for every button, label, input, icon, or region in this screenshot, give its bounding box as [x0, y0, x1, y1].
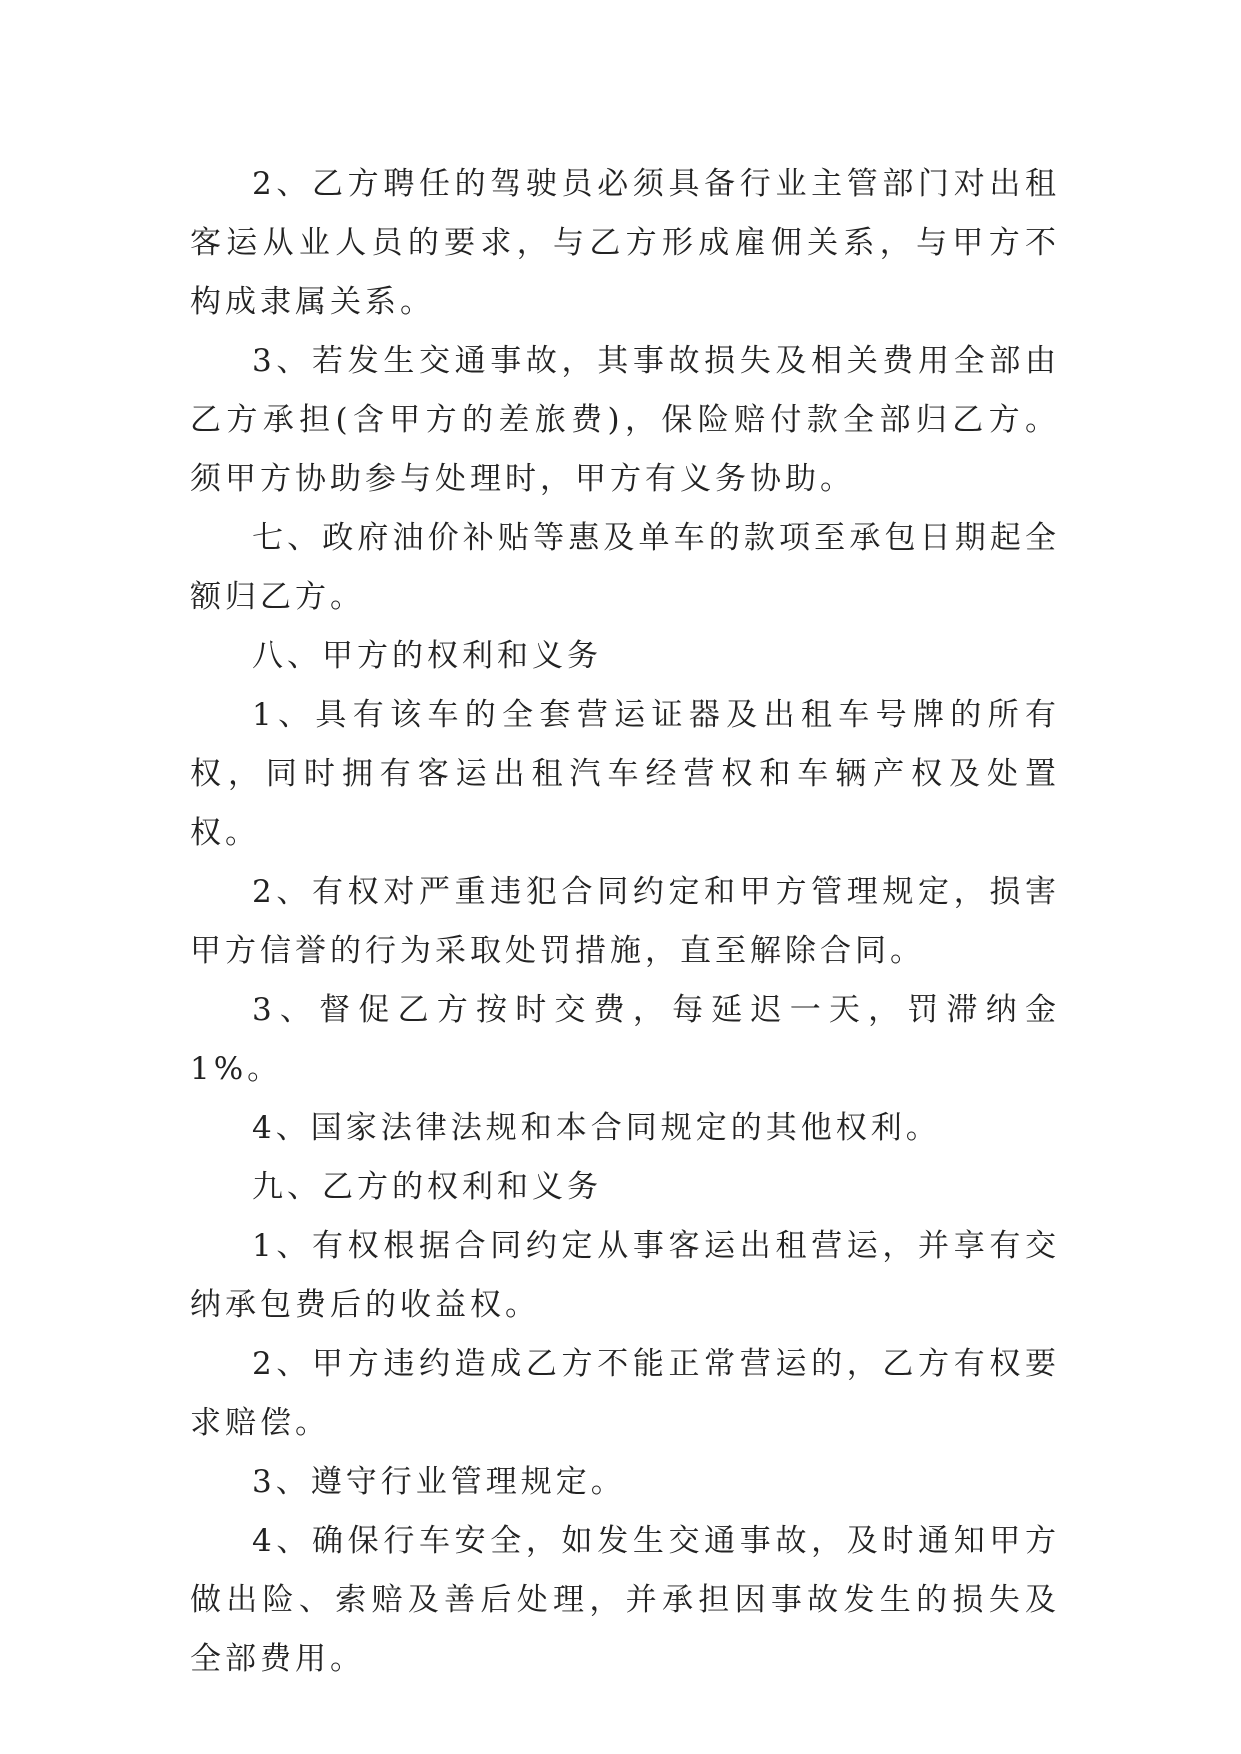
paragraph-traffic-accident: 3、若发生交通事故，其事故损失及相关费用全部由乙方承担(含甲方的差旅费)，保险赔付款全部归乙方。须甲方协助参与处理时，甲方有义务协助。 — [190, 343, 1060, 497]
paragraph-party-b-compensation: 2、甲方违约造成乙方不能正常营运的，乙方有权要求赔偿。 — [190, 1346, 1060, 1441]
paragraph-fuel-subsidy: 七、政府油价补贴等惠及单车的款项至承包日期起全额归乙方。 — [190, 520, 1060, 615]
section-heading-party-a: 八、甲方的权利和义务 — [252, 638, 602, 674]
paragraph-party-b-safety: 4、确保行车安全，如发生交通事故，及时通知甲方做出险、索赔及善后处理，并承担因事故发生的损失及全部费用。 — [190, 1523, 1060, 1677]
paragraph-party-a-penalty: 2、有权对严重违犯合同约定和甲方管理规定，损害甲方信誉的行为采取处罚措施，直至解除合同。 — [190, 874, 1060, 969]
paragraph-party-a-ownership: 1、具有该车的全套营运证器及出租车号牌的所有权，同时拥有客运出租汽车经营权和车辆产权及处置权。 — [190, 697, 1060, 851]
section-heading-party-b: 九、乙方的权利和义务 — [252, 1169, 602, 1205]
paragraph-party-a-late-fee: 3、督促乙方按时交费，每延迟一天，罚滞纳金1%。 — [190, 992, 1060, 1087]
document-body — [190, 155, 1060, 1689]
paragraph-party-b-operation: 1、有权根据合同约定从事客运出租营运，并享有交纳承包费后的收益权。 — [190, 1228, 1060, 1323]
paragraph-driver-requirements: 2、乙方聘任的驾驶员必须具备行业主管部门对出租客运从业人员的要求，与乙方形成雇佣关系，与甲方不构成隶属关系。 — [190, 166, 1060, 320]
paragraph-party-a-other-rights: 4、国家法律法规和本合同规定的其他权利。 — [252, 1110, 941, 1146]
paragraph-party-b-regulations: 3、遵守行业管理规定。 — [252, 1464, 626, 1500]
